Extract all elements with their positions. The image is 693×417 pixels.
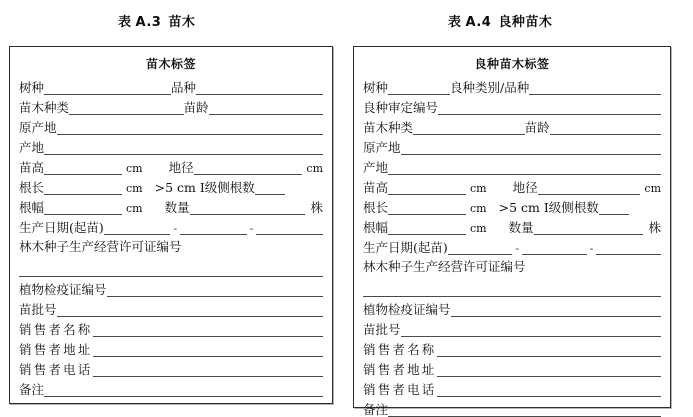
field-input-license-number[interactable] xyxy=(19,262,323,277)
label-title-a3: 苗木标签 xyxy=(10,55,332,72)
field-label-approval-number: 良种审定编号 xyxy=(363,102,438,116)
field-input-date-year[interactable] xyxy=(448,240,513,255)
field-label-quantity: 数量 xyxy=(165,202,190,216)
caption-title: 良种苗木 xyxy=(498,15,552,30)
row-production-place xyxy=(19,135,323,155)
row-origin xyxy=(19,115,323,135)
row-remarks xyxy=(19,377,323,397)
field-input-seller-phone[interactable] xyxy=(93,362,323,377)
field-input-batch-number[interactable] xyxy=(57,302,323,317)
field-label-ground-diameter: 地径 xyxy=(513,182,538,196)
field-input-seedling-type[interactable] xyxy=(69,100,183,115)
field-input-date-year[interactable] xyxy=(104,220,171,235)
row-origin xyxy=(363,135,661,155)
field-label-quantity: 数量 xyxy=(509,222,534,236)
field-input-batch-number[interactable] xyxy=(401,322,661,337)
field-label-root-length: 根长 xyxy=(19,182,44,196)
field-input-seedling-height[interactable] xyxy=(44,160,122,175)
field-label-root-length: 根长 xyxy=(363,202,388,216)
row-root-length-lateral xyxy=(19,175,323,195)
row-root-width-quantity xyxy=(363,215,661,235)
field-label-production-date: 生产日期(起苗) xyxy=(19,222,104,236)
field-input-root-length[interactable] xyxy=(388,200,466,215)
field-label-seller-name: 销售者名称 xyxy=(19,324,93,338)
field-label-license-number: 林木种子生产经营许可证编号 xyxy=(19,241,182,255)
field-label-license-number: 林木种子生产经营许可证编号 xyxy=(363,261,526,275)
field-label-quarantine-number: 植物检疫证编号 xyxy=(19,284,107,298)
field-input-root-length[interactable] xyxy=(44,180,122,195)
field-label-seller-name: 销售者名称 xyxy=(363,344,437,358)
field-input-quarantine-number[interactable] xyxy=(451,302,661,317)
field-input-origin[interactable] xyxy=(401,140,661,155)
field-input-variety[interactable] xyxy=(196,80,323,95)
field-input-date-day[interactable] xyxy=(596,240,661,255)
unit-cm-height: cm xyxy=(466,183,487,195)
row-root-width-quantity xyxy=(19,195,323,215)
row-license-input xyxy=(19,260,323,277)
unit-cm-diameter: cm xyxy=(302,163,323,175)
field-label-seedling-age: 苗龄 xyxy=(525,122,550,136)
field-label-variety: 良种类别/品种 xyxy=(450,82,529,96)
field-input-lateral-root[interactable] xyxy=(599,200,629,215)
row-height-diameter xyxy=(363,175,661,195)
date-separator-2: - xyxy=(587,243,597,255)
field-label-seedling-height: 苗高 xyxy=(19,162,44,176)
row-height-diameter xyxy=(19,155,323,175)
field-label-remarks: 备注 xyxy=(363,404,388,417)
row-root-length-lateral xyxy=(363,195,661,215)
field-label-seller-address: 销售者地址 xyxy=(363,364,437,378)
field-label-production-place: 产地 xyxy=(363,162,388,176)
field-label-origin: 原产地 xyxy=(19,122,57,136)
field-input-approval-number[interactable] xyxy=(438,100,661,115)
field-label-remarks: 备注 xyxy=(19,384,44,398)
field-label-seedling-type: 苗木种类 xyxy=(363,122,413,136)
field-label-seller-phone: 销售者电话 xyxy=(363,384,437,398)
row-production-place xyxy=(363,155,661,175)
field-input-remarks[interactable] xyxy=(388,402,661,417)
caption-table-a4 xyxy=(448,11,552,30)
row-quarantine-number xyxy=(19,277,323,297)
field-input-seedling-height[interactable] xyxy=(388,180,466,195)
row-production-date xyxy=(19,215,323,235)
field-input-lateral-root[interactable] xyxy=(255,180,285,195)
field-input-seedling-type[interactable] xyxy=(413,120,524,135)
field-input-seedling-age[interactable] xyxy=(550,120,661,135)
label-form-a3 xyxy=(9,46,333,404)
field-input-root-width[interactable] xyxy=(44,200,122,215)
field-label-seller-address: 销售者地址 xyxy=(19,344,93,358)
field-label-root-width: 根幅 xyxy=(363,222,388,236)
field-label-ground-diameter: 地径 xyxy=(169,162,194,176)
row-seller-phone xyxy=(19,357,323,377)
unit-cm-root-length: cm xyxy=(122,183,143,195)
field-label-seedling-height: 苗高 xyxy=(363,182,388,196)
date-separator-1: - xyxy=(512,243,522,255)
unit-cm-root-width: cm xyxy=(122,203,143,215)
field-input-date-month[interactable] xyxy=(180,220,247,235)
field-input-quarantine-number[interactable] xyxy=(107,282,323,297)
row-production-date xyxy=(363,235,661,255)
field-label-root-width: 根幅 xyxy=(19,202,44,216)
field-label-production-date: 生产日期(起苗) xyxy=(363,242,448,256)
field-input-seller-phone[interactable] xyxy=(437,382,661,397)
field-input-quantity[interactable] xyxy=(534,220,644,235)
field-input-seller-name[interactable] xyxy=(437,342,661,357)
field-input-quantity[interactable] xyxy=(190,200,306,215)
field-input-root-width[interactable] xyxy=(388,220,466,235)
field-label-batch-number: 苗批号 xyxy=(19,304,57,318)
unit-cm-root-width: cm xyxy=(466,223,487,235)
field-label-production-place: 产地 xyxy=(19,142,44,156)
field-label-tree-species: 树种 xyxy=(363,82,388,96)
unit-cm-height: cm xyxy=(122,163,143,175)
row-seedling-type-age xyxy=(363,115,661,135)
unit-zhu: 株 xyxy=(643,222,661,236)
caption-number: A.3 xyxy=(136,15,162,30)
row-tree-species-variety xyxy=(363,75,661,95)
field-label-origin: 原产地 xyxy=(363,142,401,156)
field-input-production-place[interactable] xyxy=(388,160,661,175)
date-separator-2: - xyxy=(247,223,257,235)
row-license-input xyxy=(363,280,661,297)
field-input-seller-name[interactable] xyxy=(93,322,323,337)
row-license-label xyxy=(363,255,661,274)
row-seller-address xyxy=(363,357,661,377)
field-input-tree-species[interactable] xyxy=(44,80,171,95)
row-remarks xyxy=(363,397,661,417)
row-seller-address xyxy=(19,337,323,357)
field-label-seedling-type: 苗木种类 xyxy=(19,102,69,116)
row-seedling-type-age xyxy=(19,95,323,115)
field-input-date-month[interactable] xyxy=(522,240,587,255)
date-separator-1: - xyxy=(170,223,180,235)
row-license-label xyxy=(19,235,323,254)
field-input-ground-diameter[interactable] xyxy=(538,180,641,195)
field-label-lateral-root: >5 cm Ⅰ级侧根数 xyxy=(155,182,255,196)
field-input-production-place[interactable] xyxy=(44,140,323,155)
row-seller-name xyxy=(363,337,661,357)
field-label-quarantine-number: 植物检疫证编号 xyxy=(363,304,451,318)
caption-title: 苗木 xyxy=(168,15,195,30)
unit-cm-root-length: cm xyxy=(466,203,487,215)
field-label-seller-phone: 销售者电话 xyxy=(19,364,93,378)
row-seller-phone xyxy=(363,377,661,397)
caption-prefix: 表 xyxy=(448,15,462,30)
field-input-seedling-age[interactable] xyxy=(209,100,323,115)
row-seller-name xyxy=(19,317,323,337)
row-quarantine-number xyxy=(363,297,661,317)
unit-cm-diameter: cm xyxy=(640,183,661,195)
row-approval-number xyxy=(363,95,661,115)
field-label-seedling-age: 苗龄 xyxy=(184,102,209,116)
caption-prefix: 表 xyxy=(118,15,132,30)
field-rows-a4 xyxy=(354,75,670,417)
row-batch-number xyxy=(363,317,661,337)
field-label-tree-species: 树种 xyxy=(19,82,44,96)
row-batch-number xyxy=(19,297,323,317)
label-title-a4: 良种苗木标签 xyxy=(354,55,670,72)
field-label-variety: 品种 xyxy=(171,82,196,96)
field-input-variety[interactable] xyxy=(529,80,661,95)
field-input-ground-diameter[interactable] xyxy=(194,160,303,175)
caption-number: A.4 xyxy=(466,15,492,30)
field-label-lateral-root: >5 cm Ⅰ级侧根数 xyxy=(499,202,599,216)
field-input-seller-address[interactable] xyxy=(437,362,661,377)
field-input-remarks[interactable] xyxy=(44,382,323,397)
caption-table-a3 xyxy=(118,11,195,30)
field-label-batch-number: 苗批号 xyxy=(363,324,401,338)
field-input-date-day[interactable] xyxy=(256,220,323,235)
field-input-tree-species[interactable] xyxy=(388,80,450,95)
label-form-a4 xyxy=(353,46,671,408)
field-input-origin[interactable] xyxy=(57,120,323,135)
unit-zhu: 株 xyxy=(305,202,323,216)
field-input-license-number[interactable] xyxy=(363,282,661,297)
field-input-seller-address[interactable] xyxy=(93,342,323,357)
row-tree-species-variety xyxy=(19,75,323,95)
field-rows-a3 xyxy=(10,75,332,397)
